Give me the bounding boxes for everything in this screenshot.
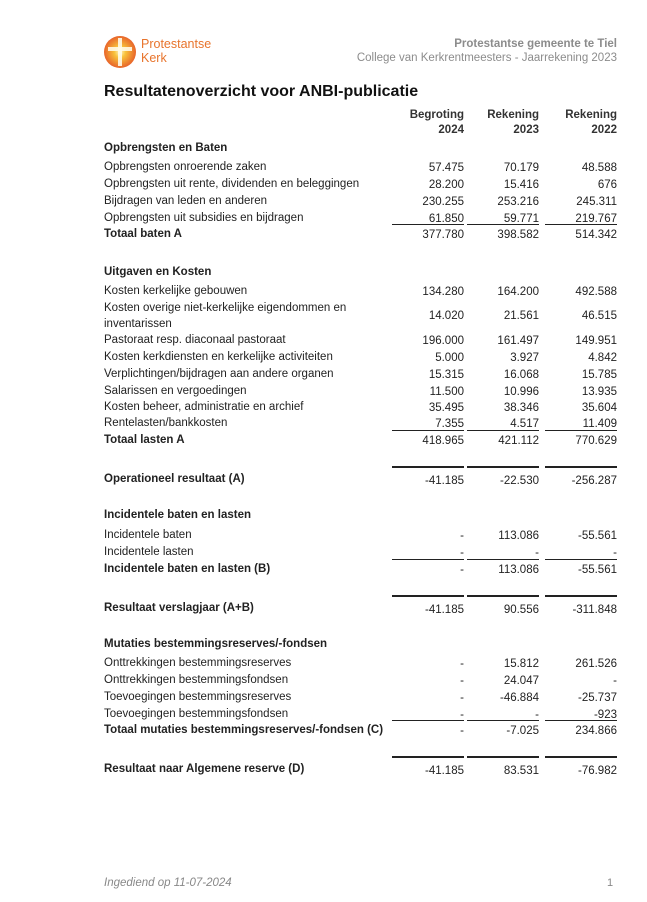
- total-rule: [545, 430, 617, 431]
- value-cell: 492.588: [575, 286, 617, 298]
- total-rule: [467, 430, 539, 431]
- total-rule: [545, 224, 617, 225]
- row-label: Totaal mutaties bestemmingsreserves/-fondsen (C): [104, 724, 384, 736]
- result-rule: [392, 466, 464, 468]
- value-cell: -41.185: [424, 765, 464, 777]
- value-cell: 15.785: [581, 369, 617, 381]
- value-cell: 59.771: [503, 213, 539, 225]
- value-cell: 35.495: [428, 402, 464, 414]
- value-cell: -923: [593, 709, 617, 721]
- row-label: Onttrekkingen bestemmingsfondsen: [104, 674, 289, 686]
- value-cell: -311.848: [572, 604, 617, 616]
- value-cell: 164.200: [497, 286, 539, 298]
- value-cell: 28.200: [428, 179, 464, 191]
- result-rule: [392, 595, 464, 597]
- value-cell: 134.280: [422, 286, 464, 298]
- row-label: Resultaat verslagjaar (A+B): [104, 602, 254, 614]
- value-cell: -22.530: [499, 475, 539, 487]
- document-header: [357, 37, 617, 65]
- value-cell: 48.588: [581, 162, 617, 174]
- row-label: Salarissen en vergoedingen: [104, 385, 247, 397]
- value-cell: 13.935: [581, 386, 617, 398]
- value-cell: 398.582: [497, 229, 539, 241]
- value-cell: 149.951: [575, 335, 617, 347]
- value-cell: 113.086: [498, 564, 539, 576]
- value-cell: 113.086: [498, 530, 539, 542]
- value-cell: -55.561: [577, 564, 617, 576]
- value-cell: 10.996: [503, 386, 539, 398]
- row-label: Bijdragen van leden en anderen: [104, 195, 268, 207]
- row-label: Onttrekkingen bestemmingsreserves: [104, 657, 292, 669]
- row-label: Kosten kerkelijke gebouwen: [104, 285, 248, 297]
- result-rule: [467, 756, 539, 758]
- value-cell: -: [460, 547, 464, 559]
- value-cell: -76.982: [577, 765, 617, 777]
- value-cell: 16.068: [503, 369, 539, 381]
- value-cell: 11.500: [429, 386, 464, 398]
- value-cell: -: [460, 658, 464, 670]
- value-cell: -256.287: [571, 475, 617, 487]
- row-label: Resultaat naar Algemene reserve (D): [104, 763, 305, 775]
- value-cell: 770.629: [575, 435, 617, 447]
- row-label: Incidentele lasten: [104, 546, 194, 558]
- row-label: Incidentele baten: [104, 529, 192, 541]
- value-cell: 21.561: [503, 310, 539, 322]
- total-rule: [545, 720, 617, 721]
- value-cell: 676: [597, 179, 617, 191]
- total-rule: [467, 224, 539, 225]
- value-cell: 57.475: [428, 162, 464, 174]
- row-label: Totaal baten A: [104, 228, 182, 240]
- row-label: Opbrengsten uit subsidies en bijdragen: [104, 212, 304, 224]
- row-label: Opbrengsten en Baten: [104, 142, 228, 154]
- value-cell: 24.047: [503, 675, 539, 687]
- page-number: 1: [607, 877, 614, 889]
- value-cell: 70.179: [503, 162, 539, 174]
- value-cell: 196.000: [422, 335, 464, 347]
- value-cell: -: [460, 692, 464, 704]
- value-cell: 230.255: [422, 196, 464, 208]
- value-cell: -41.185: [424, 604, 464, 616]
- row-label: Kosten beheer, administratie en archief: [104, 401, 304, 413]
- value-cell: 90.556: [503, 604, 539, 616]
- logo-line1: Protestantse: [141, 37, 212, 51]
- value-cell: 7.355: [435, 418, 464, 430]
- value-cell: -7.025: [506, 725, 539, 737]
- total-rule: [467, 559, 539, 560]
- submission-date: Ingediend op 11-07-2024: [104, 877, 232, 889]
- page-title: Resultatenoverzicht voor ANBI-publicatie: [104, 83, 419, 100]
- value-cell: 377.780: [422, 229, 464, 241]
- document-subtitle: College van Kerkrentmeesters - Jaarrekening 2023: [356, 52, 617, 64]
- organization-name: Protestantse gemeente te Tiel: [454, 38, 617, 50]
- value-cell: -: [613, 547, 617, 559]
- row-label: Rentelasten/bankkosten: [104, 417, 228, 429]
- value-cell: -: [460, 725, 464, 737]
- value-cell: 161.497: [497, 335, 539, 347]
- total-rule: [545, 559, 617, 560]
- value-cell: 245.311: [576, 196, 617, 208]
- value-cell: 15.315: [428, 369, 464, 381]
- value-cell: -: [460, 530, 464, 542]
- value-cell: -41.185: [424, 475, 464, 487]
- value-cell: 421.112: [498, 435, 539, 447]
- row-label: Verplichtingen/bijdragen aan andere organen: [104, 368, 334, 380]
- result-rule: [467, 595, 539, 597]
- total-rule: [392, 559, 464, 560]
- result-rule: [392, 756, 464, 758]
- value-cell: 15.812: [503, 658, 539, 670]
- value-cell: 35.604: [581, 402, 617, 414]
- total-rule: [392, 224, 464, 225]
- value-cell: 5.000: [435, 352, 464, 364]
- value-cell: -55.561: [577, 530, 617, 542]
- row-label: Opbrengsten uit rente, dividenden en beleggingen: [104, 178, 360, 190]
- value-cell: 83.531: [503, 765, 539, 777]
- result-rule: [545, 595, 617, 597]
- row-label: Pastoraat resp. diaconaal pastoraat: [104, 334, 286, 346]
- value-cell: 418.965: [422, 435, 464, 447]
- value-cell: -46.884: [499, 692, 539, 704]
- result-rule: [545, 756, 617, 758]
- value-cell: -: [460, 675, 464, 687]
- row-label: Incidentele baten en lasten: [104, 509, 251, 521]
- total-rule: [467, 720, 539, 721]
- value-cell: -: [613, 675, 617, 687]
- row-label: Incidentele baten en lasten (B): [104, 563, 271, 575]
- value-cell: 253.216: [497, 196, 539, 208]
- value-cell: -25.737: [577, 692, 617, 704]
- row-label: Operationeel resultaat (A): [104, 473, 245, 485]
- row-label: Kosten overige niet-kerkelijke eigendommen en: [104, 302, 347, 314]
- total-rule: [392, 720, 464, 721]
- value-cell: 11.409: [582, 418, 617, 430]
- row-label: Uitgaven en Kosten: [104, 266, 212, 278]
- row-label: Toevoegingen bestemmingsfondsen: [104, 708, 289, 720]
- value-cell: 4.517: [510, 418, 539, 430]
- value-cell: 4.842: [588, 352, 617, 364]
- row-label: Mutaties bestemmingsreserves/-fondsen: [104, 638, 328, 650]
- result-rule: [467, 466, 539, 468]
- value-cell: 38.346: [503, 402, 539, 414]
- total-rule: [392, 430, 464, 431]
- value-cell: -: [460, 709, 464, 721]
- value-cell: 514.342: [575, 229, 617, 241]
- row-label: Totaal lasten A: [104, 434, 185, 446]
- value-cell: -: [460, 564, 464, 576]
- value-cell: 15.416: [503, 179, 539, 191]
- protestantse-kerk-logo: [103, 35, 233, 71]
- cross-sun-icon: [103, 35, 137, 69]
- column-header-begroting-2024: Begroting 2024: [409, 109, 464, 136]
- column-header-rekening-2022: Rekening 2022: [565, 109, 617, 136]
- row-label: Kosten kerkdiensten en kerkelijke activiteiten: [104, 351, 333, 363]
- value-cell: 3.927: [510, 352, 539, 364]
- value-cell: -: [535, 709, 539, 721]
- value-cell: 46.515: [581, 310, 617, 322]
- value-cell: 234.866: [575, 725, 617, 737]
- row-label-continued: inventarissen: [104, 318, 172, 330]
- value-cell: 14.020: [428, 310, 464, 322]
- value-cell: 261.526: [575, 658, 617, 670]
- value-cell: 61.850: [428, 213, 464, 225]
- row-label: Toevoegingen bestemmingsreserves: [104, 691, 292, 703]
- result-rule: [545, 466, 617, 468]
- value-cell: 219.767: [575, 213, 617, 225]
- column-header-rekening-2023: Rekening 2023: [487, 109, 539, 136]
- logo-line2: Kerk: [141, 51, 167, 65]
- row-label: Opbrengsten onroerende zaken: [104, 161, 267, 173]
- value-cell: -: [535, 547, 539, 559]
